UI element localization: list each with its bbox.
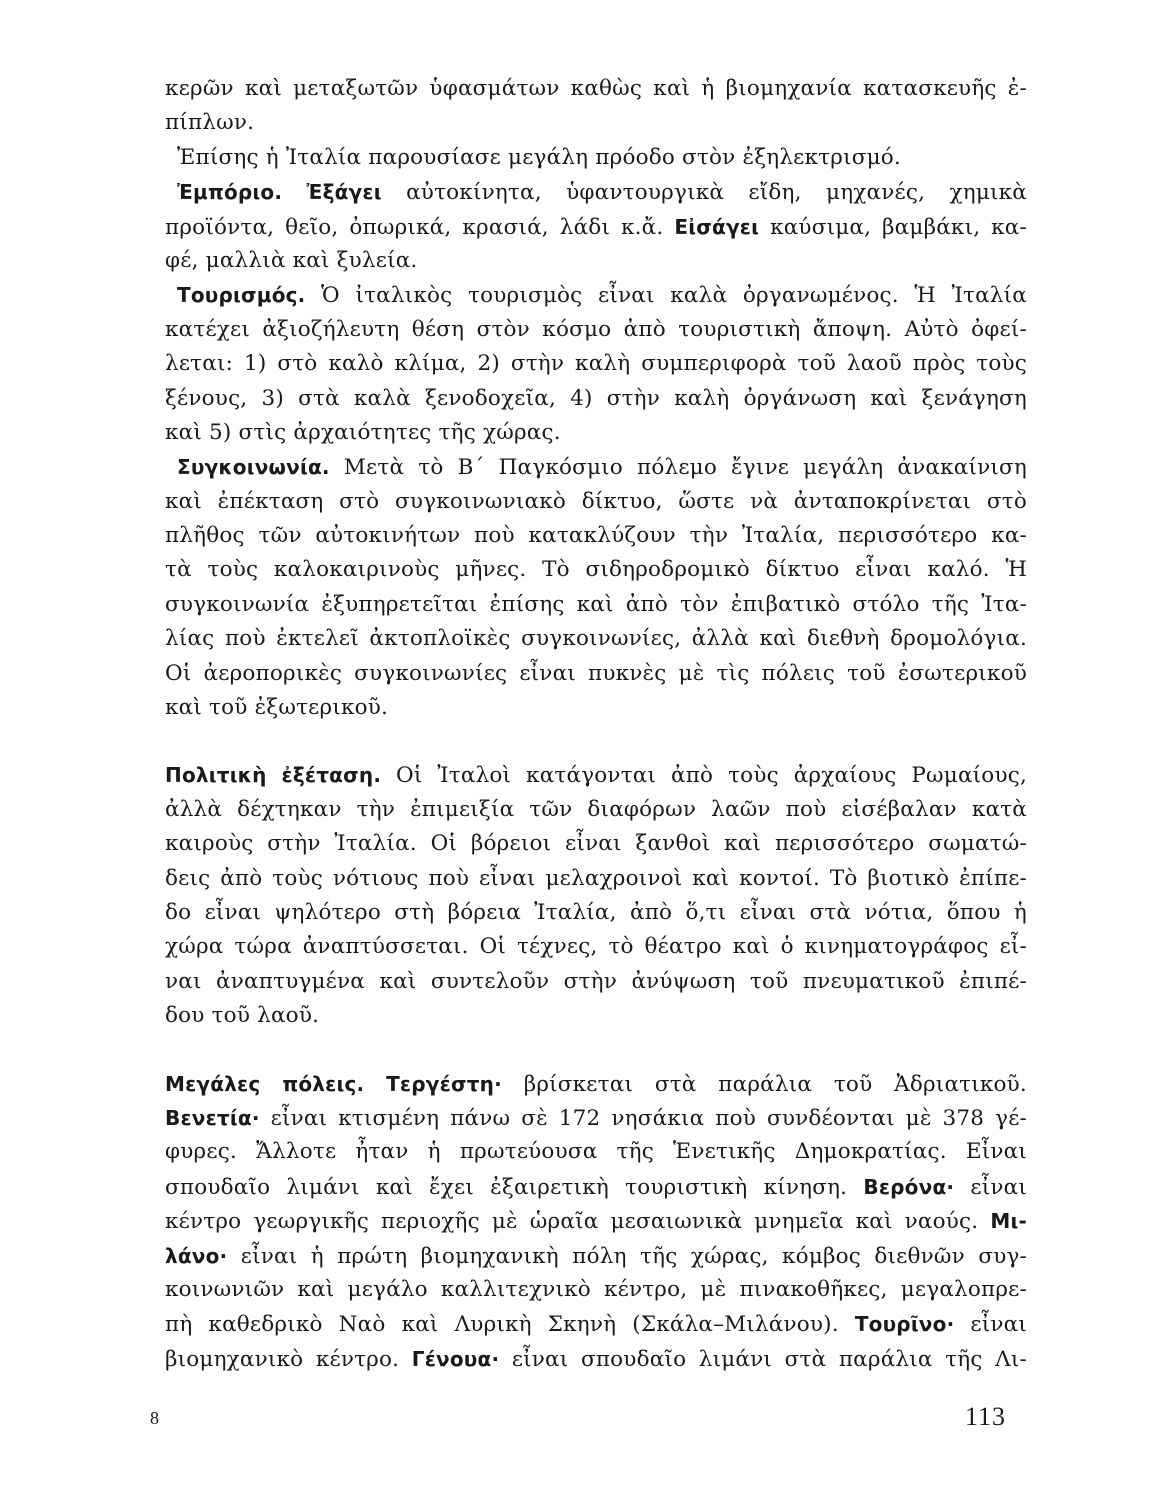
text-line: καιροὺς στὴν Ἰταλία. Οἱ βόρειοι εἶναι ξανθοὶ καὶ περισσότερο σωματώ- <box>165 831 1027 857</box>
city-torino: Τουρῖνο· <box>854 1312 955 1337</box>
text-line: Πολιτικὴ ἐξέταση. Οἱ Ἰταλοὶ κατάγονται ἀπὸ τοὺς ἀρχαίους Ρωμαίους, <box>165 763 1027 789</box>
text-line: δο εἶναι ψηλότερο στὴ βόρεια Ἰταλία, ἀπὸ ὅ,τι εἶναι στὰ νότια, ὅπου ἡ <box>165 899 1027 925</box>
text-line: πὴ καθεδρικὸ Ναὸ καὶ Λυρικὴ Σκηνὴ (Σκάλα–Μιλάνου). Τουρῖνο· εἶναι <box>165 1312 1027 1338</box>
city-tergesti: Τεργέστη· <box>386 1071 502 1096</box>
text-line: συγκοινωνία ἐξυπηρετεῖται ἐπίσης καὶ ἀπὸ τὸν ἐπιβατικὸ στόλο τῆς Ἰτα- <box>165 591 1027 617</box>
text-line: καὶ τοῦ ἐξωτερικοῦ. <box>165 695 389 721</box>
text-line: προϊόντα, θεῖο, ὀπωρικά, κρασιά, λάδι κ.ἄ. Εἰσάγει καύσιμα, βαμβάκι, κα- <box>165 214 1027 240</box>
text-line: πίπλων. <box>165 110 255 136</box>
text-line: κοινωνιῶν καὶ μεγάλο καλλιτεχνικὸ κέντρο, μὲ πινακοθῆκες, μεγαλοπρε- <box>165 1276 1027 1302</box>
text-line: Μεγάλες πόλεις. Τεργέστη· βρίσκεται στὰ παράλια τοῦ Ἀδριατικοῦ. <box>165 1071 1027 1097</box>
city-venetia: Βενετία· <box>165 1105 260 1130</box>
text-line: καὶ 5) στὶς ἀρχαιότητες τῆς χώρας. <box>165 419 561 445</box>
text-line: Τουρισμός. Ὁ ἰταλικὸς τουρισμὸς εἶναι καλὰ ὀργανωμένος. Ἡ Ἰταλία <box>177 283 1027 309</box>
text-line: τὰ τοὺς καλοκαιρινοὺς μῆνες. Τὸ σιδηροδρομικὸ δίκτυο εἶναι καλό. Ἡ <box>165 557 1027 583</box>
text-line: φυρες. Ἄλλοτε ἦταν ἡ πρωτεύουσα τῆς Ἑνετικῆς Δημοκρατίας. Εἶναι <box>165 1139 1027 1165</box>
text-line: σπουδαῖο λιμάνι καὶ ἔχει ἐξαιρετικὴ τουριστικὴ κίνηση. Βερόνα· εἶναι <box>165 1174 1027 1200</box>
city-genova: Γένουα· <box>411 1346 500 1371</box>
text-line: λάνο· εἶναι ἡ πρώτη βιομηχανικὴ πόλη τῆς χώρας, κόμβος διεθνῶν συγ- <box>165 1243 1027 1269</box>
section-heading-tourismos: Τουρισμός. <box>177 283 306 308</box>
section-heading-sygkoinonia: Συγκοινωνία. <box>177 455 330 480</box>
page-number: 113 <box>965 1402 1007 1431</box>
text-line: κατέχει ἀξιοζήλευτη θέση στὸν κόσμο ἀπὸ τουριστικὴ ἄποψη. Αὐτὸ ὀφεί- <box>165 316 1027 342</box>
text-line: κέντρο γεωργικῆς περιοχῆς μὲ ὡραῖα μεσαιωνικὰ μνημεῖα καὶ ναούς. Μι- <box>165 1209 1027 1235</box>
text-line: κερῶν καὶ μεταξωτῶν ὑφασμάτων καθὼς καὶ ἡ βιομηχανία κατασκευῆς ἐ- <box>165 76 1027 101</box>
signature-mark: 8 <box>150 1408 159 1428</box>
text-line: Οἱ ἀεροπορικὲς συγκοινωνίες εἶναι πυκνὲς μὲ τὶς πόλεις τοῦ ἐσωτερικοῦ <box>165 660 1027 686</box>
text-line: Βενετία· εἶναι κτισμένη πάνω σὲ 172 νησάκια ποὺ συνδέονται μὲ 378 γέ- <box>165 1105 1027 1131</box>
text-line: Συγκοινωνία. Μετὰ τὸ Β΄ Παγκόσμιο πόλεμο ἔγινε μεγάλη ἀνακαίνιση <box>177 455 1027 481</box>
section-heading-emporio: Ἐμπόριο. <box>177 180 283 205</box>
section-heading-politiki: Πολιτικὴ ἐξέταση. <box>165 763 382 788</box>
text-line: φέ, μαλλιὰ καὶ ξυλεία. <box>165 247 418 273</box>
text-line: πλῆθος τῶν αὐτοκινήτων ποὺ κατακλύζουν τὴν Ἰταλία, περισσότερο κα- <box>165 523 1027 549</box>
section-gap <box>165 1034 1027 1067</box>
text-line: βιομηχανικὸ κέντρο. Γένουα· εἶναι σπουδαῖο λιμάνι στὰ παράλια τῆς Λι- <box>165 1346 1027 1372</box>
text-line: λεται: 1) στὸ καλὸ κλίμα, 2) στὴν καλὴ συμπεριφορὰ τοῦ λαοῦ πρὸς τοὺς <box>165 351 1027 377</box>
text-line: Ἐπίσης ἡ Ἰταλία παρουσίασε μεγάλη πρόοδο στὸν ἐξηλεκτρισμό. <box>177 144 901 170</box>
section-gap <box>165 725 1027 758</box>
text-line: ἀλλὰ δέχτηκαν τὴν ἐπιμειξία τῶν διαφόρων λαῶν ποὺ εἰσέβαλαν κατὰ <box>165 796 1027 822</box>
text-line: δου τοῦ λαοῦ. <box>165 1003 320 1029</box>
city-milano-part2: λάνο· <box>165 1243 228 1268</box>
keyword-eisagei: Εἰσάγει <box>674 214 760 239</box>
page-text <box>165 72 1027 1376</box>
text-line: Ἐμπόριο. Ἐξάγει αὐτοκίνητα, ὑφαντουργικὰ εἴδη, μηχανές, χημικὰ <box>177 180 1027 206</box>
keyword-exagei: Ἐξάγει <box>306 180 382 205</box>
city-verona: Βερόνα· <box>863 1174 955 1199</box>
city-milano-part1: Μι- <box>990 1209 1027 1234</box>
text-line: λίας ποὺ ἐκτελεῖ ἀκτοπλοϊκὲς συγκοινωνίες, ἀλλὰ καὶ διεθνὴ δρομολόγια. <box>165 626 1027 652</box>
section-heading-poleis: Μεγάλες πόλεις. <box>165 1071 365 1096</box>
text-line: καὶ ἐπέκταση στὸ συγκοινωνιακὸ δίκτυο, ὥστε νὰ ἀνταποκρίνεται στὸ <box>165 488 1027 514</box>
text-line: ξένους, 3) στὰ καλὰ ξενοδοχεῖα, 4) στὴν καλὴ ὀργάνωση καὶ ξενάγηση <box>165 385 1027 411</box>
text-line: δεις ἀπὸ τοὺς νότιους ποὺ εἶναι μελαχροινοὶ καὶ κοντοί. Τὸ βιοτικὸ ἐπίπε- <box>165 865 1027 891</box>
text-line: ναι ἀναπτυγμένα καὶ συντελοῦν στὴν ἀνύψωση τοῦ πνευματικοῦ ἐπιπέ- <box>165 968 1027 994</box>
text-line: χώρα τώρα ἀναπτύσσεται. Οἱ τέχνες, τὸ θέατρο καὶ ὁ κινηματογράφος εἶ- <box>165 934 1027 960</box>
